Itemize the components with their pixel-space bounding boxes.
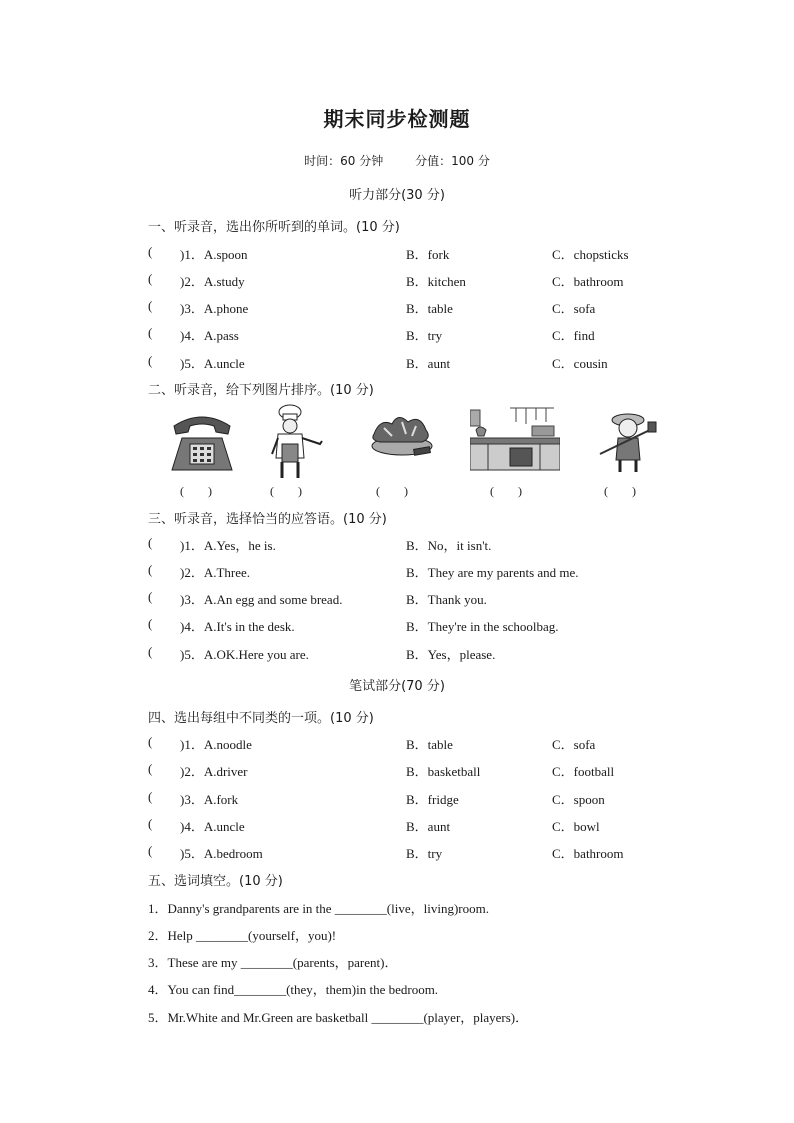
question-row: ( )3．A.An egg and some bread. B．Thank you. (148, 589, 487, 607)
question-row: ( )2．A.driver B．basketball C．football (148, 761, 615, 779)
answer-blank[interactable]: ( (148, 271, 153, 286)
answer-blank[interactable]: ( (148, 298, 153, 313)
answer-blank[interactable]: ( (148, 816, 153, 831)
fill-in-question[interactable]: 2．Help ________(yourself，you)! (148, 928, 337, 943)
question-row: ( )2．A.study B．kitchen C．bathroom (148, 271, 624, 289)
page-title: 期末同步检测题 (323, 107, 471, 131)
answer-blank[interactable]: ( (148, 353, 153, 368)
kitchen-icon (470, 404, 560, 474)
fill-in-question[interactable]: 4．You can find________(they，them)in the bedroom. (148, 982, 439, 997)
answer-blank[interactable]: ( (148, 562, 153, 577)
picture-blank[interactable]: ( ) (270, 484, 302, 498)
question-row: ( )1．A.noodle B．table C．sofa (148, 734, 596, 752)
answer-blank[interactable]: ( (148, 616, 153, 631)
question-row: ( )5．A.OK.Here you are. B．Yes，please. (148, 644, 496, 662)
question-row: ( )1．A.Yes，he is. B．No，it isn't. (148, 535, 492, 553)
chef-icon (264, 404, 334, 482)
section-5-heading: 五、选词填空。(10 分) (148, 874, 283, 889)
telephone-icon (168, 404, 236, 474)
picture-kitchen (470, 404, 560, 498)
answer-blank[interactable]: ( (148, 535, 153, 550)
question-row: ( )4．A.It's in the desk. B．They're in the schoolbag. (148, 616, 559, 634)
picture-blank[interactable]: ( ) (376, 484, 408, 498)
answer-blank[interactable]: ( (148, 644, 153, 659)
answer-blank[interactable]: ( (148, 761, 153, 776)
answer-blank[interactable]: ( (148, 789, 153, 804)
question-row: ( )3．A.fork B．fridge C．spoon (148, 789, 605, 807)
fill-in-question[interactable]: 5．Mr.White and Mr.Green are basketball ________(player，players)． (148, 1010, 529, 1025)
score-label: 分值：100 分 (415, 154, 490, 168)
written-part-heading: 笔试部分(70 分) (349, 679, 445, 694)
fill-in-question[interactable]: 1．Danny's grandparents are in the ________(live，living)room. (148, 901, 489, 916)
question-row: ( )4．A.pass B．try C．find (148, 325, 595, 343)
question-row: ( )3．A.phone B．table C．sofa (148, 298, 596, 316)
question-row: ( )2．A.Three. B．They are my parents and me. (148, 562, 579, 580)
question-row: ( )1．A.spoon B．fork C．chopsticks (148, 244, 629, 262)
picture-chef (264, 404, 334, 498)
time-label: 时间：60 分钟 (304, 154, 384, 168)
section-2-heading: 二、听录音，给下列图片排序。(10 分) (148, 383, 374, 398)
section-4-heading: 四、选出每组中不同类的一项。(10 分) (148, 711, 374, 726)
exam-meta (0, 152, 794, 169)
answer-blank[interactable]: ( (148, 843, 153, 858)
picture-food (366, 404, 438, 498)
section-1-heading: 一、听录音，选出你所听到的单词。(10 分) (148, 220, 400, 235)
answer-blank[interactable]: ( (148, 589, 153, 604)
picture-blank[interactable]: ( ) (490, 484, 522, 498)
picture-blank[interactable]: ( ) (180, 484, 212, 498)
picture-blank[interactable]: ( ) (604, 484, 636, 498)
section-3-heading: 三、听录音，选择恰当的应答语。(10 分) (148, 512, 387, 527)
question-row: ( )5．A.uncle B．aunt C．cousin (148, 353, 608, 371)
picture-farmer (598, 404, 660, 498)
question-row: ( )5．A.bedroom B．try C．bathroom (148, 843, 624, 861)
answer-blank[interactable]: ( (148, 244, 153, 259)
answer-blank[interactable]: ( (148, 734, 153, 749)
food-plate-icon (366, 404, 438, 464)
picture-row (160, 404, 660, 504)
fill-in-question[interactable]: 3．These are my ________(parents，parent)． (148, 955, 398, 970)
picture-telephone (168, 404, 236, 498)
question-row: ( )4．A.uncle B．aunt C．bowl (148, 816, 600, 834)
farmer-icon (598, 404, 660, 474)
answer-blank[interactable]: ( (148, 325, 153, 340)
listening-part-heading: 听力部分(30 分) (349, 188, 445, 203)
